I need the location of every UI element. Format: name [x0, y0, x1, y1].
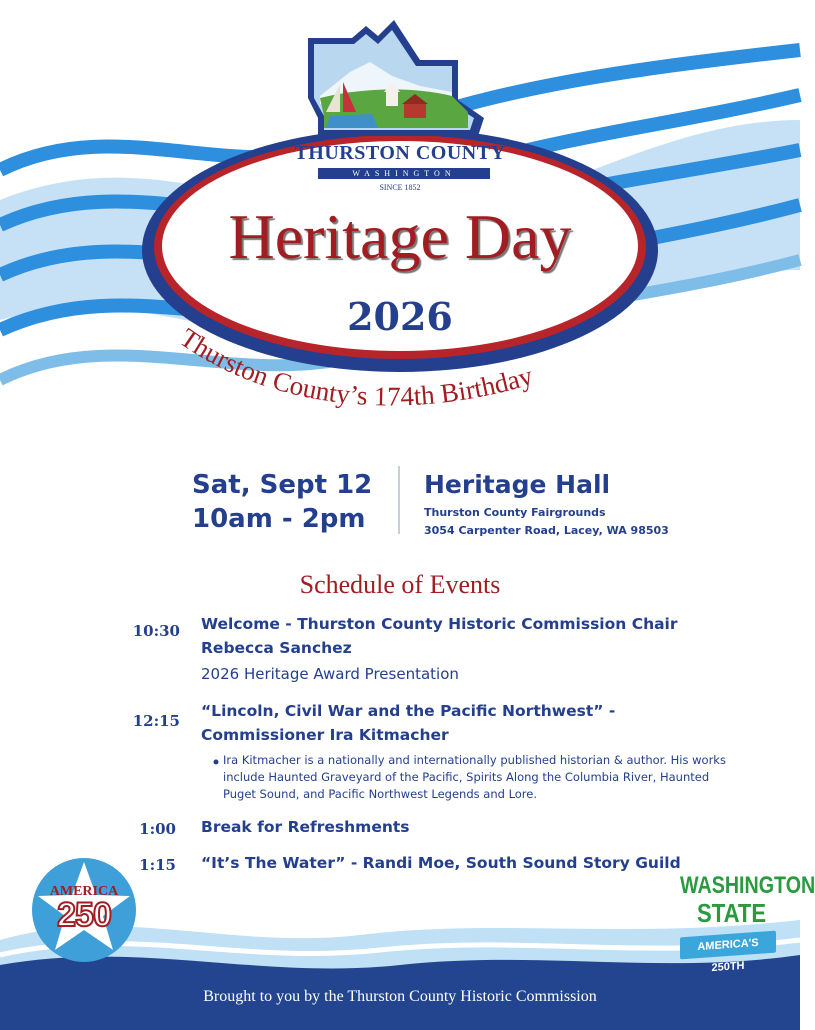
schedule-event-title: Break for Refreshments	[201, 818, 410, 836]
schedule-event-title: “It’s The Water” - Randi Moe, South Sound Story Guild	[201, 854, 681, 872]
schedule-event-title: “Lincoln, Civil War and the Pacific Northwest” -	[201, 702, 616, 720]
wa-logo-line2: STATE	[697, 898, 767, 928]
event-date: Sat, Sept 12	[192, 470, 373, 500]
wa-logo-line1: WASHINGTON	[680, 872, 815, 899]
schedule-heading: Schedule of Events	[299, 570, 501, 599]
state-banner: WASHINGTON	[318, 168, 490, 179]
subtitle-arc	[0, 0, 800, 460]
venue-name: Heritage Hall	[424, 470, 611, 499]
birthday-subtitle: Thurston County’s 174th Birthday	[174, 322, 537, 412]
schedule-time: 1:00	[139, 820, 176, 838]
speaker-bio: Ira Kitmacher is a nationally and internationally published historian & author. His works include Haunted Graveyard of the Pacific, Spirits Along the Columbia River, Haunted Puget Sound, and Pacific Northwest Legends and Lore.	[223, 753, 726, 801]
event-year: 2026	[347, 294, 453, 339]
schedule-time: 10:30	[132, 622, 180, 640]
bullet-icon	[212, 758, 220, 766]
schedule-time: 12:15	[132, 712, 180, 730]
venue-address: 3054 Carpenter Road, Lacey, WA 98503	[424, 524, 669, 537]
schedule-event-note: 2026 Heritage Award Presentation	[201, 665, 459, 683]
footer-credit: Brought to you by the Thurston County Historic Commission	[203, 988, 597, 1005]
america250-number: 250	[57, 896, 111, 934]
since-year: SINCE 1852	[379, 183, 421, 192]
schedule-event-title: Welcome - Thurston County Historic Commission Chair	[201, 615, 678, 633]
event-title: Heritage Day	[228, 201, 572, 272]
wa-ribbon-text: AMERICA'S 250TH	[697, 936, 759, 975]
schedule-event-speaker: Commissioner Ira Kitmacher	[201, 726, 449, 744]
venue-place: Thurston County Fairgrounds	[424, 506, 606, 519]
event-hours: 10am - 2pm	[192, 504, 366, 534]
schedule-time: 1:15	[139, 856, 176, 874]
schedule-event-speaker: Rebecca Sanchez	[201, 639, 352, 657]
county-name: THURSTON COUNTY	[294, 142, 506, 164]
info-divider	[398, 466, 400, 534]
america250-label: AMERICA	[49, 884, 119, 899]
